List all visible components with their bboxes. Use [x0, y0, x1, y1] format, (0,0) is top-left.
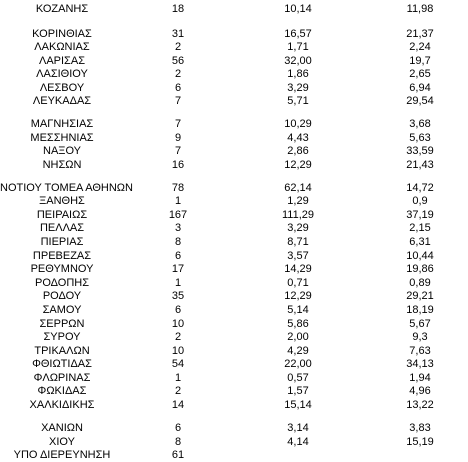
rate-cell: 1,57	[287, 385, 309, 397]
region-name-cell: ΛΑΣΙΘΙΟΥ	[36, 68, 88, 80]
rate-cell: 4,29	[287, 345, 309, 357]
cases-cell: 2	[174, 331, 182, 343]
table-row	[0, 235, 468, 249]
cases-cell: 1	[174, 372, 182, 384]
cases-cell: 8	[174, 436, 182, 448]
region-name-cell: ΠΡΕΒΕΖΑΣ	[32, 250, 92, 262]
extra-value-cell: 6,31	[409, 236, 431, 248]
extra-value-cell: 2,15	[409, 222, 431, 234]
rate-cell: 10,29	[284, 118, 312, 130]
region-name-cell: ΡΟΔΟΥ	[42, 290, 82, 302]
cases-cell: 61	[171, 449, 185, 461]
rate-cell: 16,57	[284, 28, 312, 40]
rate-cell: 3,29	[287, 82, 309, 94]
extra-value-cell: 33,59	[406, 145, 434, 157]
region-name-cell: ΜΑΓΝΗΣΙΑΣ	[30, 118, 94, 130]
table-row	[0, 384, 468, 398]
extra-value-cell: 2,24	[409, 41, 431, 53]
region-name-cell: ΛΕΥΚΑΔΑΣ	[32, 95, 92, 107]
cases-cell: 56	[171, 55, 185, 67]
region-name-cell: ΣΕΡΡΩΝ	[39, 318, 85, 330]
rate-cell: 5,71	[287, 95, 309, 107]
extra-value-cell: 10,44	[406, 250, 434, 262]
rate-cell: 1,29	[287, 195, 309, 207]
extra-value-cell: 21,37	[406, 28, 434, 40]
region-name-cell: ΝΗΣΩΝ	[42, 159, 82, 171]
rate-cell: 0,71	[287, 277, 309, 289]
cases-cell: 78	[171, 182, 185, 194]
cases-cell: 6	[174, 422, 182, 434]
rate-cell: 62,14	[284, 182, 312, 194]
cases-cell: 18	[171, 3, 185, 15]
table-row	[0, 276, 468, 290]
table-row	[0, 249, 468, 263]
rate-cell: 0,57	[287, 372, 309, 384]
cases-cell: 10	[171, 345, 185, 357]
rate-cell: 10,14	[284, 3, 312, 15]
cases-cell: 17	[171, 263, 185, 275]
extra-value-cell: 3,83	[409, 422, 431, 434]
region-name-cell: ΜΕΣΣΗΝΙΑΣ	[30, 132, 94, 144]
rate-cell: 1,86	[287, 68, 309, 80]
region-name-cell: ΠΙΕΡΙΑΣ	[40, 236, 84, 248]
extra-value-cell: 3,68	[409, 118, 431, 130]
region-name-cell: ΚΟΖΑΝΗΣ	[35, 3, 89, 15]
rate-cell: 111,29	[281, 209, 314, 221]
region-name-cell: ΚΟΡΙΝΘΙΑΣ	[32, 28, 92, 40]
table-row	[0, 158, 468, 172]
rate-cell: 1,71	[287, 41, 309, 53]
table-row	[0, 330, 468, 344]
region-name-cell: ΤΡΙΚΑΛΩΝ	[34, 345, 90, 357]
extra-value-cell: 0,89	[409, 277, 431, 289]
extra-value-cell: 19,7	[409, 55, 431, 67]
rate-cell: 5,86	[287, 318, 309, 330]
region-name-cell: ΣΥΡΟΥ	[43, 331, 81, 343]
cases-cell: 2	[174, 68, 182, 80]
table-row	[0, 54, 468, 68]
extra-value-cell: 1,94	[409, 372, 431, 384]
table-row	[0, 40, 468, 54]
region-name-cell: ΧΙΟΥ	[49, 436, 75, 448]
cases-cell: 14	[171, 399, 185, 411]
region-name-cell: ΛΑΡΙΣΑΣ	[38, 55, 85, 67]
region-name-cell: ΦΘΙΩΤΙΔΑΣ	[32, 358, 92, 370]
cases-cell: 6	[174, 250, 182, 262]
region-name-cell: ΠΕΛΛΑΣ	[39, 222, 85, 234]
table-row	[0, 81, 468, 95]
cases-cell: 16	[171, 159, 185, 171]
region-name-cell: ΦΛΩΡΙΝΑΣ	[33, 372, 91, 384]
region-name-cell: ΞΑΝΘΗΣ	[39, 195, 85, 207]
rate-cell: 32,00	[284, 55, 312, 67]
extra-value-cell: 29,21	[406, 290, 434, 302]
cases-cell: 7	[174, 118, 182, 130]
extra-value-cell: 29,54	[406, 95, 434, 107]
rate-cell: 15,14	[284, 399, 312, 411]
table-row	[0, 357, 468, 371]
table-row	[0, 94, 468, 108]
cases-cell: 8	[174, 236, 182, 248]
region-name-cell: ΡΕΘΥΜΝΟΥ	[30, 263, 94, 275]
region-name-cell: ΝΟΤΙΟΥ ΤΟΜΕΑ ΑΘΗΝΩΝ	[0, 182, 133, 194]
table-row	[0, 117, 468, 131]
extra-value-cell: 14,72	[406, 182, 434, 194]
extra-value-cell: 34,13	[406, 358, 434, 370]
table-row	[0, 262, 468, 276]
rate-cell: 3,14	[287, 422, 309, 434]
rate-cell: 3,57	[287, 250, 309, 262]
extra-value-cell: 18,19	[406, 304, 434, 316]
region-name-cell: ΥΠΟ ΔΙΕΡΕΥΝΗΣΗ	[13, 449, 111, 461]
table-row	[0, 303, 468, 317]
rate-cell: 3,29	[287, 222, 309, 234]
extra-value-cell: 21,43	[406, 159, 434, 171]
region-name-cell: ΧΑΝΙΩΝ	[41, 422, 83, 434]
extra-value-cell: 13,22	[406, 399, 434, 411]
table-row	[0, 317, 468, 331]
rate-cell: 22,00	[284, 358, 312, 370]
table-row	[0, 181, 468, 195]
table-row	[0, 221, 468, 235]
table-row	[0, 27, 468, 41]
table-row	[0, 144, 468, 158]
cases-cell: 2	[174, 41, 182, 53]
cases-cell: 3	[174, 222, 182, 234]
table-row	[0, 208, 468, 222]
region-name-cell: ΠΕΙΡΑΙΩΣ	[36, 209, 88, 221]
extra-value-cell: 11,98	[406, 3, 434, 15]
extra-value-cell: 2,65	[409, 68, 431, 80]
table-row	[0, 421, 468, 435]
cases-cell: 10	[171, 318, 185, 330]
extra-value-cell: 4,96	[409, 385, 431, 397]
table-row	[0, 435, 468, 449]
rate-cell: 12,29	[284, 159, 312, 171]
region-name-cell: ΡΟΔΟΠΗΣ	[34, 277, 90, 289]
extra-value-cell: 0,9	[412, 195, 428, 207]
region-name-cell: ΣΑΜΟΥ	[42, 304, 82, 316]
cases-cell: 7	[174, 145, 182, 157]
extra-value-cell: 7,63	[409, 345, 431, 357]
cases-cell: 6	[174, 304, 182, 316]
table-row	[0, 371, 468, 385]
rate-cell: 2,86	[287, 145, 309, 157]
extra-value-cell: 19,86	[406, 263, 434, 275]
cases-cell: 1	[174, 277, 182, 289]
cases-cell: 2	[174, 385, 182, 397]
table-row	[0, 289, 468, 303]
region-name-cell: ΝΑΞΟΥ	[43, 145, 81, 157]
region-name-cell: ΛΑΚΩΝΙΑΣ	[34, 41, 90, 53]
table-row	[0, 448, 468, 462]
table-row	[0, 131, 468, 145]
rate-cell: 4,43	[287, 132, 309, 144]
cases-cell: 31	[171, 28, 185, 40]
rate-cell: 12,29	[284, 290, 312, 302]
table-row	[0, 2, 468, 16]
cases-cell: 6	[174, 82, 182, 94]
cases-cell: 7	[174, 95, 182, 107]
extra-value-cell: 5,67	[409, 318, 431, 330]
cases-cell: 9	[174, 132, 182, 144]
cases-cell: 1	[174, 195, 182, 207]
rate-cell: 14,29	[284, 263, 312, 275]
extra-value-cell: 37,19	[406, 209, 434, 221]
rate-cell: 4,14	[287, 436, 309, 448]
rate-cell: 2,00	[287, 331, 309, 343]
extra-value-cell: 6,94	[409, 82, 431, 94]
region-name-cell: ΦΩΚΙΔΑΣ	[37, 385, 87, 397]
cases-cell: 167	[168, 209, 188, 221]
cases-cell: 54	[171, 358, 185, 370]
extra-value-cell: 9,3	[412, 331, 428, 343]
extra-value-cell: 15,19	[406, 436, 434, 448]
table-row	[0, 344, 468, 358]
region-name-cell: ΛΕΣΒΟΥ	[39, 82, 85, 94]
table-row	[0, 398, 468, 412]
rate-cell: 8,71	[287, 236, 309, 248]
extra-value-cell: 5,63	[409, 132, 431, 144]
table-row	[0, 67, 468, 81]
cases-cell: 35	[171, 290, 185, 302]
region-name-cell: ΧΑΛΚΙΔΙΚΗΣ	[29, 399, 95, 411]
rate-cell: 5,14	[287, 304, 309, 316]
table-row	[0, 194, 468, 208]
